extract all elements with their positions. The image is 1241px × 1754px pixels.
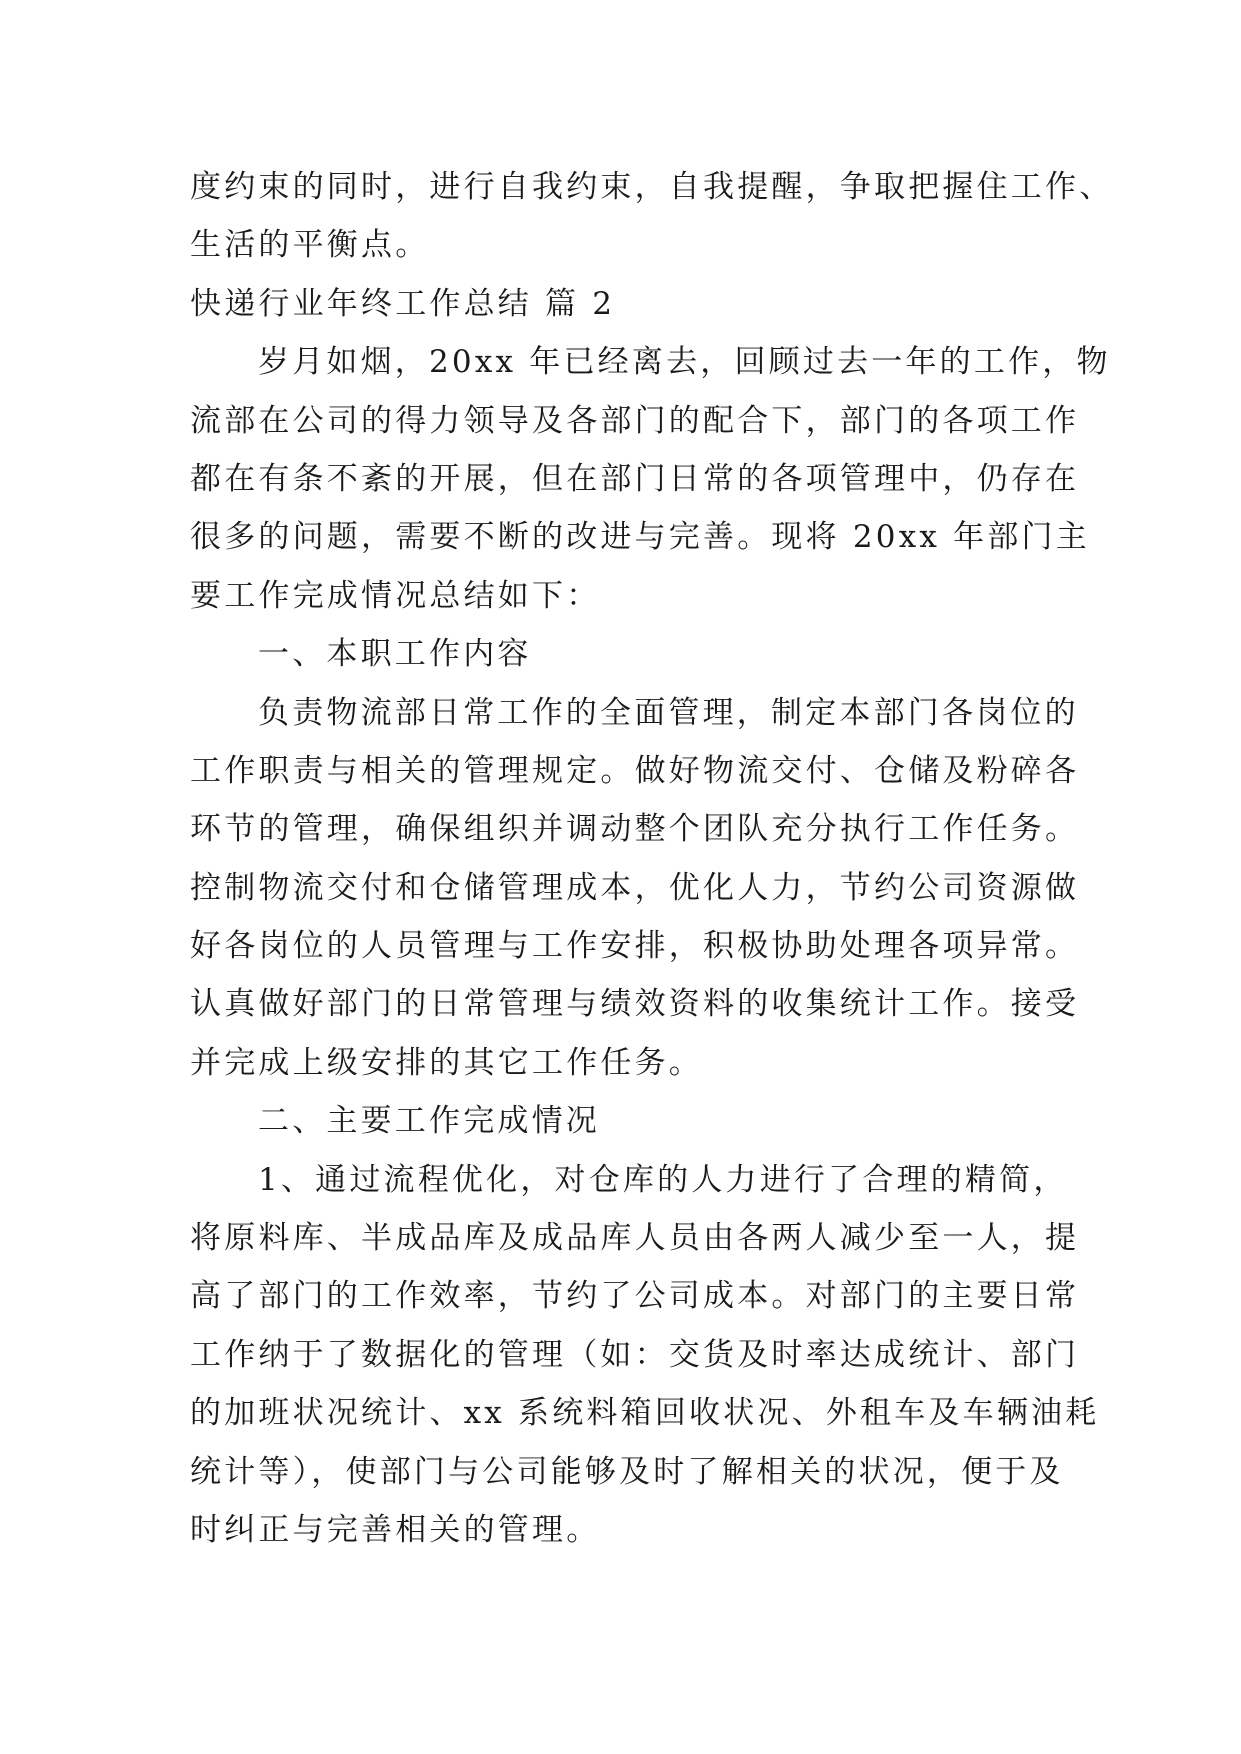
subsection-heading: 二、主要工作完成情况 bbox=[258, 1103, 600, 1140]
body-line: 高了部门的工作效率，节约了公司成本。对部门的主要日常 bbox=[190, 1278, 1080, 1315]
subsection-heading: 一、本职工作内容 bbox=[258, 636, 532, 673]
body-line: 认真做好部门的日常管理与绩效资料的收集统计工作。接受 bbox=[190, 986, 1080, 1023]
body-line: 都在有条不紊的开展，但在部门日常的各项管理中，仍存在 bbox=[190, 460, 1080, 497]
document-body bbox=[190, 158, 1114, 1559]
paragraph-first-line: 岁月如烟，20xx 年已经离去，回顾过去一年的工作，物 bbox=[258, 344, 1111, 381]
body-line: 度约束的同时，进行自我约束，自我提醒，争取把握住工作、 bbox=[190, 169, 1114, 205]
body-line: 好各岗位的人员管理与工作安排，积极协助处理各项异常。 bbox=[190, 928, 1080, 965]
body-line: 的加班状况统计、xx 系统料箱回收状况、外租车及车辆油耗 bbox=[190, 1395, 1100, 1432]
body-line: 环节的管理，确保组织并调动整个团队充分执行工作任务。 bbox=[190, 811, 1080, 848]
paragraph-first-line: 负责物流部日常工作的全面管理，制定本部门各岗位的 bbox=[258, 694, 1079, 731]
body-line: 很多的问题，需要不断的改进与完善。现将 20xx 年部门主 bbox=[190, 519, 1090, 556]
body-line: 并完成上级安排的其它工作任务。 bbox=[190, 1044, 703, 1081]
body-line: 要工作完成情况总结如下： bbox=[190, 577, 601, 614]
body-line: 时纠正与完善相关的管理。 bbox=[190, 1511, 601, 1548]
body-line: 流部在公司的得力领导及各部门的配合下，部门的各项工作 bbox=[190, 402, 1080, 439]
body-line: 控制物流交付和仓储管理成本，优化人力，节约公司资源做 bbox=[190, 869, 1080, 906]
body-line: 统计等），使部门与公司能够及时了解相关的状况，便于及 bbox=[190, 1453, 1064, 1490]
body-line: 工作纳于了数据化的管理（如：交货及时率达成统计、部门 bbox=[190, 1336, 1080, 1373]
body-line: 工作职责与相关的管理规定。做好物流交付、仓储及粉碎各 bbox=[190, 752, 1080, 789]
paragraph-first-line: 1、通过流程优化，对仓库的人力进行了合理的精简， bbox=[258, 1161, 1068, 1198]
body-line: 将原料库、半成品库及成品库人员由各两人减少至一人，提 bbox=[190, 1220, 1080, 1257]
section-title: 快递行业年终工作总结 篇 2 bbox=[190, 285, 616, 322]
body-line: 生活的平衡点。 bbox=[190, 227, 430, 264]
